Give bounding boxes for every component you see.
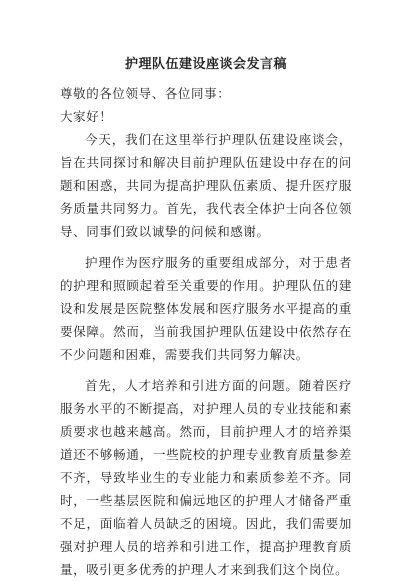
paragraph-importance: 护理作为医疗服务的重要组成部分，对于患者的护理和照顾起着至关重要的作用。护理队伍的建设和发展是医院整体发展和医疗服务水平提高的重要保障。然而，当前我国护理队伍建设中依然存在不少问题和困难，需要我们共同努力解决。 (60, 255, 352, 362)
greeting: 大家好！ (60, 109, 113, 124)
paragraph-talent: 首先，人才培养和引进方面的问题。随着医疗服务水平的不断提高，对护理人员的专业技能和素质要求也越来越高。然而，目前护理人才的培养渠道还不够畅通，一些院校的护理专业教育质量参差不齐，导致毕业生的专业能力和素质参差不齐。同时，一些基层医院和偏远地区的护理人才储备严重不足，面临着人员缺乏的困境。因此，我们需要加强对护理人员的培养和引进工作，提高护理教育质量，吸引更多优秀的护理人才来到我们这个岗位。 (60, 378, 352, 577)
document-body (60, 82, 352, 581)
salutation: 尊敬的各位领导、各位同事： (60, 86, 231, 101)
document-title: 护理队伍建设座谈会发言稿 (124, 57, 287, 72)
paragraph-opening: 今天，我们在这里举行护理队伍建设座谈会，旨在共同探讨和解决目前护理队伍建设中存在的问题和困惑，共同为提高护理队伍素质、提升医疗服务质量共同努力。首先，我代表全体护士向各位领导、同事们致以诚挚的问候和感谢。 (60, 132, 352, 239)
